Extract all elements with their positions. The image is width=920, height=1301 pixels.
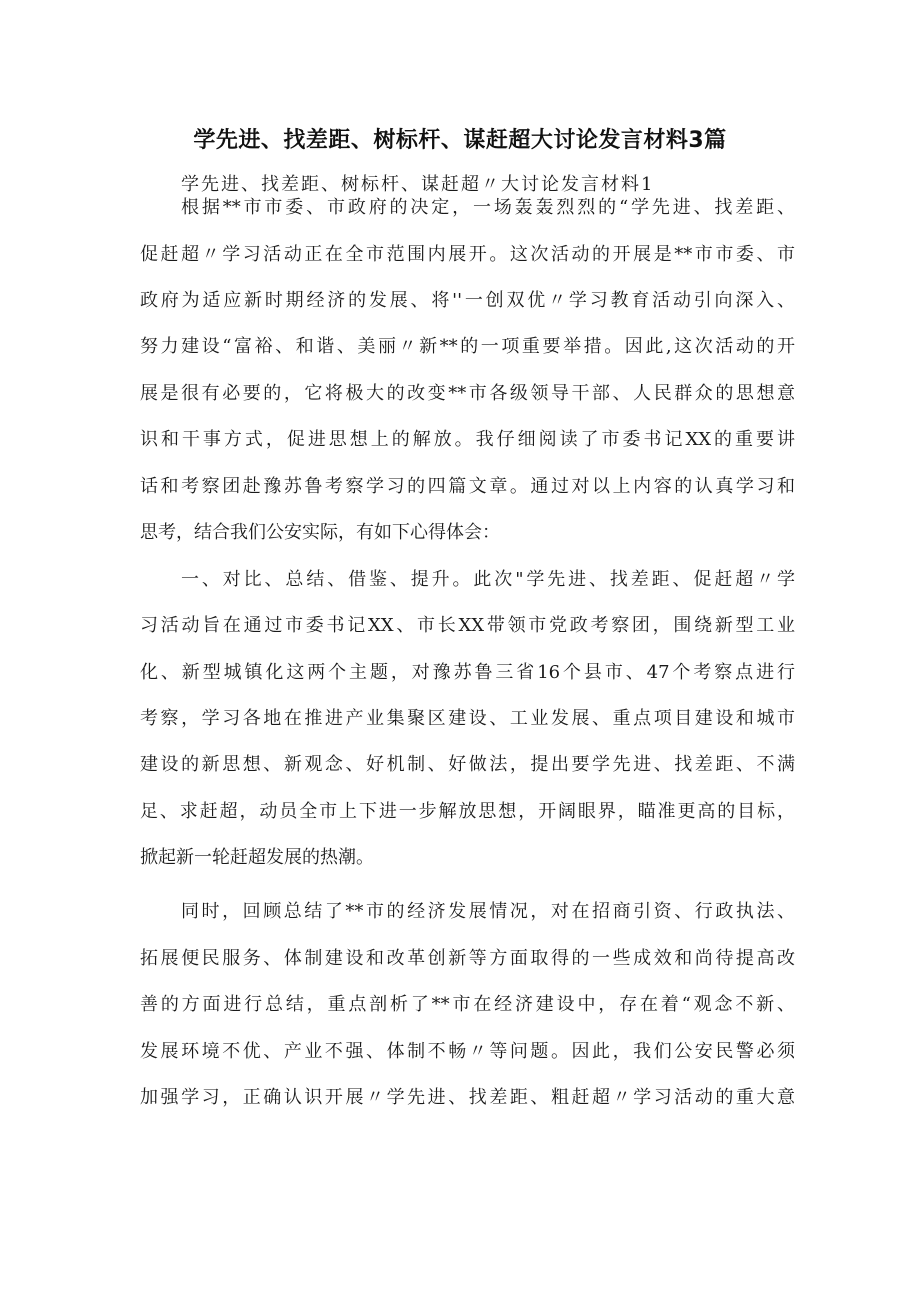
paragraph-line: 同时，回顾总结了**市的经济发展情况，对在招商引资、行政执法、 bbox=[181, 901, 795, 922]
paragraph-line: 化、新型城镇化这两个主题，对豫苏鲁三省16个县市、47个考察点进行 bbox=[140, 662, 795, 683]
paragraph-line: 掀起新一轮赶超发展的热潮。 bbox=[140, 847, 374, 868]
paragraph-line: 思考，结合我们公安实际，有如下心得体会： bbox=[140, 522, 500, 543]
document-title: 学先进、找差距、树标杆、谋赶超大讨论发言材料3篇 bbox=[193, 128, 727, 153]
paragraph-line: 善的方面进行总结，重点剖析了**市在经济建设中，存在着“观念不新、 bbox=[140, 994, 795, 1015]
paragraph-line: 话和考察团赴豫苏鲁考察学习的四篇文章。通过对以上内容的认真学习和 bbox=[140, 476, 795, 497]
paragraph-line: 习活动旨在通过市委书记XX、市长XX带领市党政考察团，围绕新型工业 bbox=[140, 615, 795, 636]
paragraph-line: 加强学习，正确认识开展〃学先进、找差距、粗赶超〃学习活动的重大意 bbox=[140, 1087, 795, 1108]
paragraph-line: 建设的新思想、新观念、好机制、好做法，提出要学先进、找差距、不满 bbox=[140, 754, 795, 775]
paragraph-line: 政府为适应新时期经济的发展、将''一创双优〃学习教育活动引向深入、 bbox=[140, 290, 795, 311]
paragraph-line: 促赶超〃学习活动正在全市范围内展开。这次活动的开展是**市市委、市 bbox=[140, 244, 795, 265]
paragraph-line: 识和干事方式，促进思想上的解放。我仔细阅读了市委书记XX的重要讲 bbox=[140, 429, 795, 450]
paragraph-line: 一、对比、总结、借鉴、提升。此次"学先进、找差距、促赶超〃学 bbox=[181, 569, 795, 590]
paragraph-line: 发展环境不优、产业不强、体制不畅〃等问题。因此，我们公安民警必须 bbox=[140, 1041, 795, 1062]
paragraph-line: 拓展便民服务、体制建设和改革创新等方面取得的一些成效和尚待提高改 bbox=[140, 948, 795, 969]
paragraph-line: 展是很有必要的，它将极大的改变**市各级领导干部、人民群众的思想意 bbox=[140, 383, 795, 404]
paragraph-line: 足、求赶超，动员全市上下进一步解放思想，开阔眼界，瞄准更高的目标， bbox=[140, 801, 795, 822]
paragraph-line: 根据**市市委、市政府的决定，一场轰轰烈烈的“学先进、找差距、 bbox=[181, 197, 795, 218]
paragraph-line: 努力建设“富裕、和谐、美丽〃新**的一项重要举措。因此,这次活动的开 bbox=[140, 336, 795, 357]
paragraph-line: 考察，学习各地在推进产业集聚区建设、工业发展、重点项目建设和城市 bbox=[140, 708, 795, 729]
document-subtitle: 学先进、找差距、树标杆、谋赶超〃大讨论发言材料1 bbox=[181, 174, 655, 195]
